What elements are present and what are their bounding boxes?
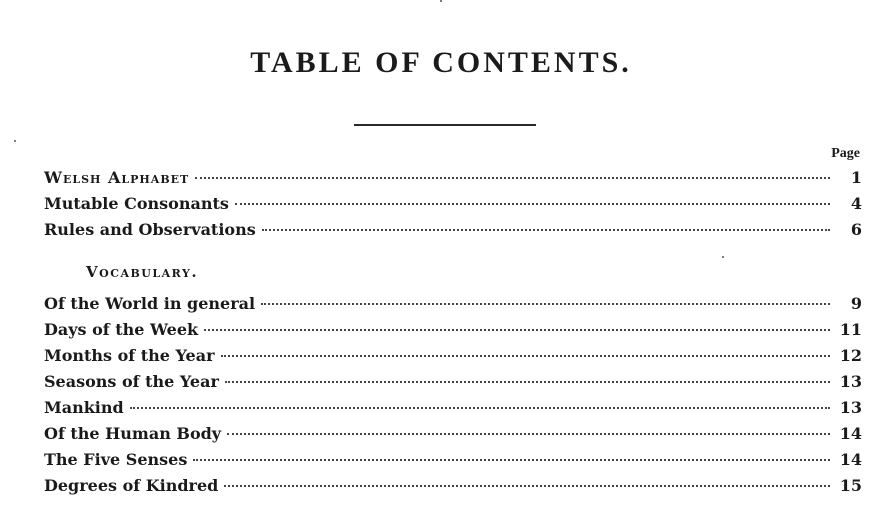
toc-entry-page: 14 bbox=[839, 450, 862, 469]
page-title: TABLE OF CONTENTS. bbox=[250, 46, 632, 79]
toc-entry-page: 1 bbox=[850, 168, 862, 187]
toc-entry-label: Seasons of the Year bbox=[44, 372, 219, 391]
scan-speck bbox=[440, 0, 442, 2]
toc-entry-label: Welsh Alphabet bbox=[44, 168, 190, 187]
toc-entry-page: 11 bbox=[839, 320, 862, 339]
toc-entry-page: 14 bbox=[839, 424, 862, 443]
toc-entry-page: 13 bbox=[839, 372, 862, 391]
toc-entry bbox=[44, 168, 862, 192]
toc-entry-label: The Five Senses bbox=[44, 450, 188, 469]
dot-leader bbox=[221, 355, 830, 357]
toc-entry bbox=[44, 320, 862, 344]
toc-entry-label: Of the World in general bbox=[44, 294, 256, 313]
toc-entry bbox=[44, 450, 862, 474]
toc-entry-label: Degrees of Kindred bbox=[44, 476, 219, 495]
toc-entry-label: Months of the Year bbox=[44, 346, 215, 365]
dot-leader bbox=[225, 381, 830, 383]
toc-entry-page: 15 bbox=[839, 476, 862, 495]
dot-leader bbox=[227, 433, 830, 435]
toc-entry-label: Of the Human Body bbox=[44, 424, 222, 443]
toc-entry-page: 4 bbox=[850, 194, 862, 213]
dot-leader bbox=[224, 485, 830, 487]
toc-entry-page: 13 bbox=[839, 398, 862, 417]
toc-entry bbox=[44, 346, 862, 370]
toc-entry bbox=[44, 220, 862, 244]
toc-entry-page: 12 bbox=[839, 346, 862, 365]
dot-leader bbox=[130, 407, 830, 409]
toc-entry bbox=[44, 194, 862, 218]
toc-entry bbox=[44, 476, 862, 500]
dot-leader bbox=[261, 303, 830, 305]
dot-leader bbox=[262, 229, 830, 231]
toc-entry bbox=[44, 294, 862, 318]
toc-entry bbox=[44, 372, 862, 396]
dot-leader bbox=[195, 177, 830, 179]
toc-entry bbox=[44, 398, 862, 422]
toc-entry-page: 6 bbox=[850, 220, 862, 239]
section-heading: Vocabulary. bbox=[86, 263, 199, 281]
dot-leader bbox=[193, 459, 830, 461]
toc-entry-label: Days of the Week bbox=[44, 320, 199, 339]
dot-leader bbox=[235, 203, 830, 205]
scan-speck bbox=[722, 256, 724, 258]
title-rule bbox=[354, 124, 536, 126]
toc-entry-page: 9 bbox=[850, 294, 862, 313]
toc-entry-label: Rules and Observations bbox=[44, 220, 256, 239]
scan-speck bbox=[14, 140, 16, 142]
toc-entry-label: Mutable Consonants bbox=[44, 194, 229, 213]
toc-entry bbox=[44, 424, 862, 448]
toc-entry-label: Mankind bbox=[44, 398, 124, 417]
page-column-label: Page bbox=[831, 146, 860, 161]
dot-leader bbox=[204, 329, 830, 331]
